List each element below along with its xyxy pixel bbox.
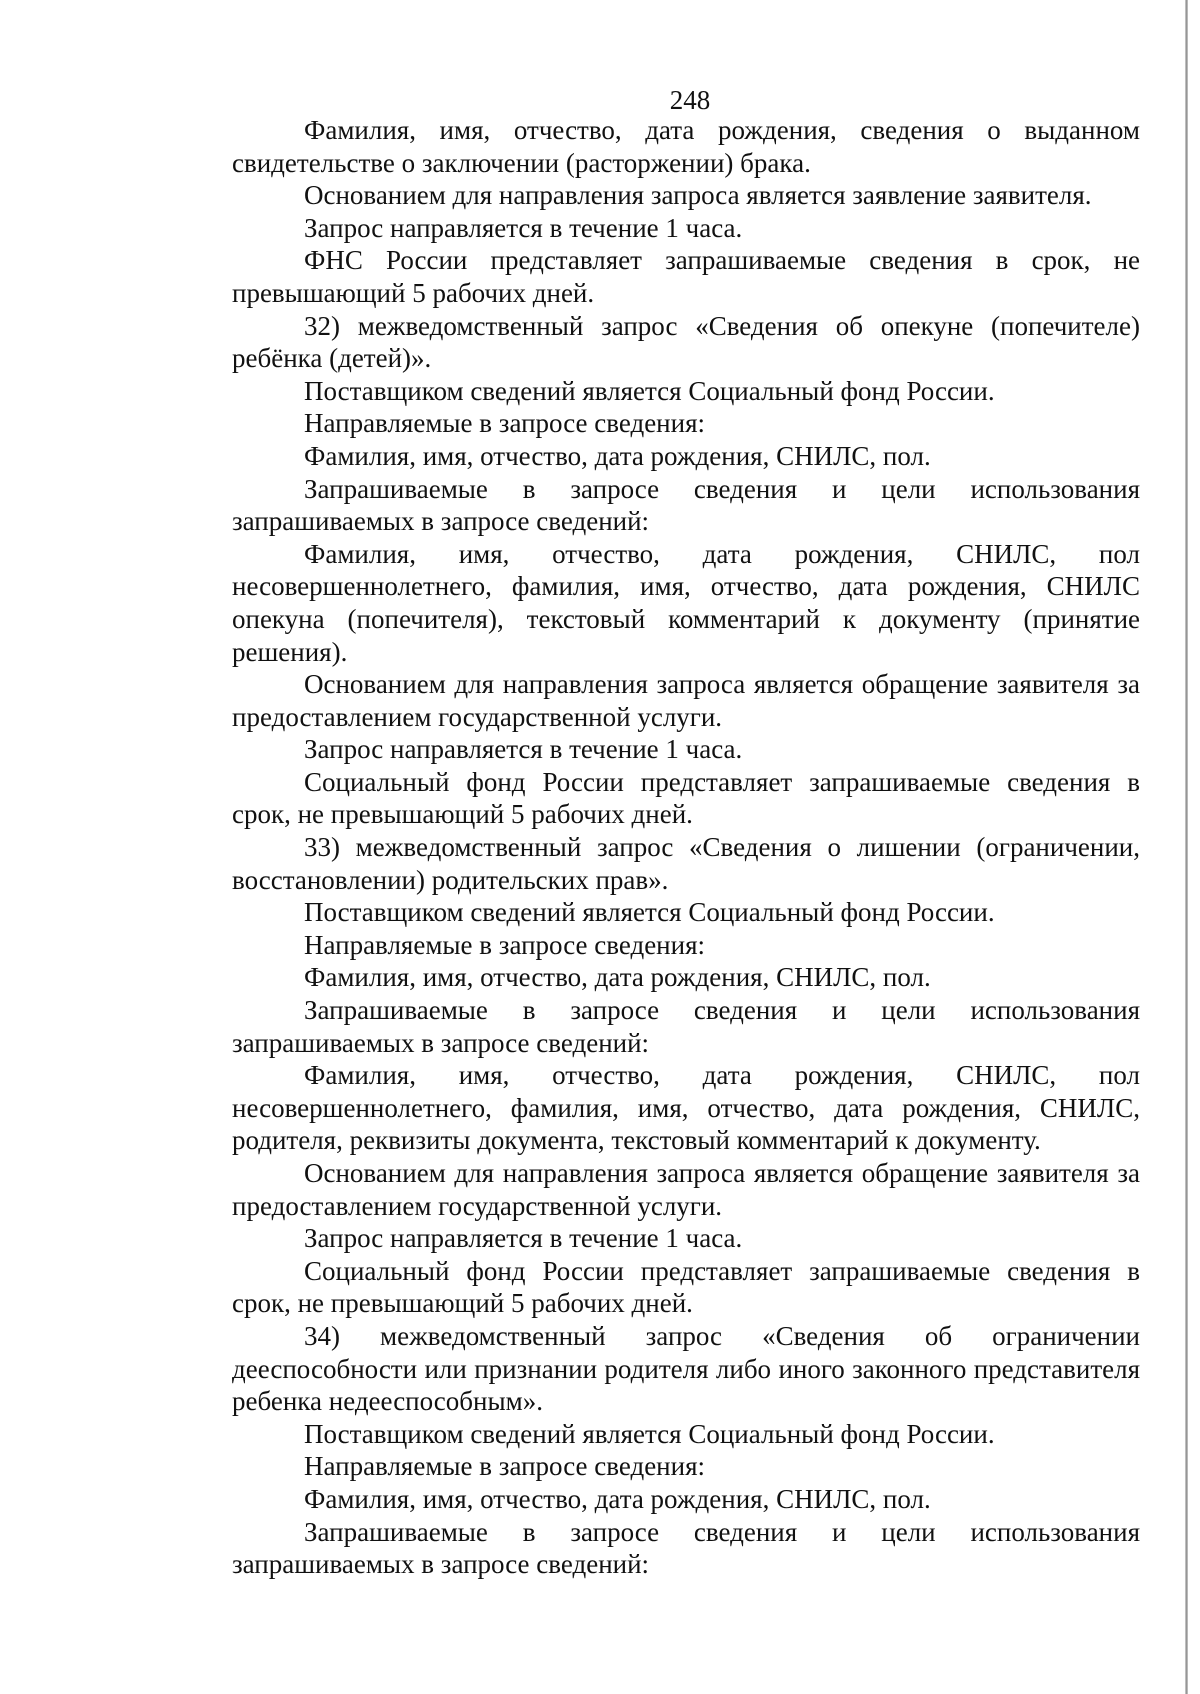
paragraph-response-deadline: Социальный фонд России представляет запрашиваемые сведения в срок, не превышающий 5 рабочих дней. <box>232 1255 1140 1319</box>
paragraph-request-basis: Основанием для направления запроса является обращение заявителя за предоставлением государственной услуги. <box>232 669 1140 732</box>
paragraph-requested-data-heading: Запрашиваемые в запросе сведения и цели использования запрашиваемых в запросе сведений: <box>232 995 1140 1058</box>
paragraph-request-32-title: 32) межведомственный запрос «Сведения об опекуне (попечителе) ребёнка (детей)». <box>232 310 1140 374</box>
paragraph-request-timing: Запрос направляется в течение 1 часа. <box>304 734 743 765</box>
paragraph-response-deadline: ФНС России представляет запрашиваемые сведения в срок, не превышающий 5 рабочих дней. <box>232 245 1140 308</box>
paragraph-request-timing: Запрос направляется в течение 1 часа. <box>304 212 743 243</box>
paragraph-spouse-certificate-fields: Фамилия, имя, отчество, дата рождения, сведения о выданном свидетельстве о заключении (расторжении) брака. <box>232 115 1140 178</box>
paragraph-requested-data-heading: Запрашиваемые в запросе сведения и цели использования запрашиваемых в запросе сведений: <box>232 473 1140 537</box>
page-edge-shadow <box>1185 0 1188 1694</box>
paragraph-sent-data-fields: Фамилия, имя, отчество, дата рождения, СНИЛС, пол. <box>304 1483 931 1514</box>
paragraph-sent-data-fields: Фамилия, имя, отчество, дата рождения, СНИЛС, пол. <box>304 440 931 471</box>
paragraph-request-34-title: 34) межведомственный запрос «Сведения об ограничении дееспособности или признании родителя либо иного законного представителя ребенка недееспособным». <box>232 1320 1140 1417</box>
paragraph-request-basis: Основанием для направления запроса является заявление заявителя. <box>304 180 1092 211</box>
paragraph-sent-data-heading: Направляемые в запросе сведения: <box>304 408 705 439</box>
paragraph-response-deadline: Социальный фонд России представляет запрашиваемые сведения в срок, не превышающий 5 рабочих дней. <box>232 766 1140 830</box>
page-number: 248 <box>669 85 711 115</box>
paragraph-requested-data-fields: Фамилия, имя, отчество, дата рождения, СНИЛС, пол несовершеннолетнего, фамилия, имя, отчество, дата рождения, СНИЛС, родителя, реквизиты документа, текстовый комментарий к документу. <box>232 1060 1140 1156</box>
paragraph-provider: Поставщиком сведений является Социальный фонд России. <box>304 375 995 406</box>
paragraph-sent-data-heading: Направляемые в запросе сведения: <box>304 1451 705 1482</box>
paragraph-requested-data-fields: Фамилия, имя, отчество, дата рождения, СНИЛС, пол несовершеннолетнего, фамилия, имя, отчество, дата рождения, СНИЛС опекуна (попечителя), текстовый комментарий к документу (принятие решения). <box>232 538 1140 667</box>
paragraph-request-timing: Запрос направляется в течение 1 часа. <box>304 1223 743 1254</box>
paragraph-provider: Поставщиком сведений является Социальный фонд России. <box>304 1418 995 1449</box>
document-body <box>232 114 1140 1581</box>
paragraph-request-33-title: 33) межведомственный запрос «Сведения о лишении (ограничении, восстановлении) родительских прав». <box>232 832 1140 895</box>
paragraph-provider: Поставщиком сведений является Социальный фонд России. <box>304 897 995 928</box>
paragraph-sent-data-heading: Направляемые в запросе сведения: <box>304 929 705 960</box>
paragraph-requested-data-heading: Запрашиваемые в запросе сведения и цели использования запрашиваемых в запросе сведений: <box>232 1516 1140 1580</box>
paragraph-request-basis: Основанием для направления запроса является обращение заявителя за предоставлением государственной услуги. <box>232 1158 1140 1221</box>
paragraph-sent-data-fields: Фамилия, имя, отчество, дата рождения, СНИЛС, пол. <box>304 962 931 993</box>
